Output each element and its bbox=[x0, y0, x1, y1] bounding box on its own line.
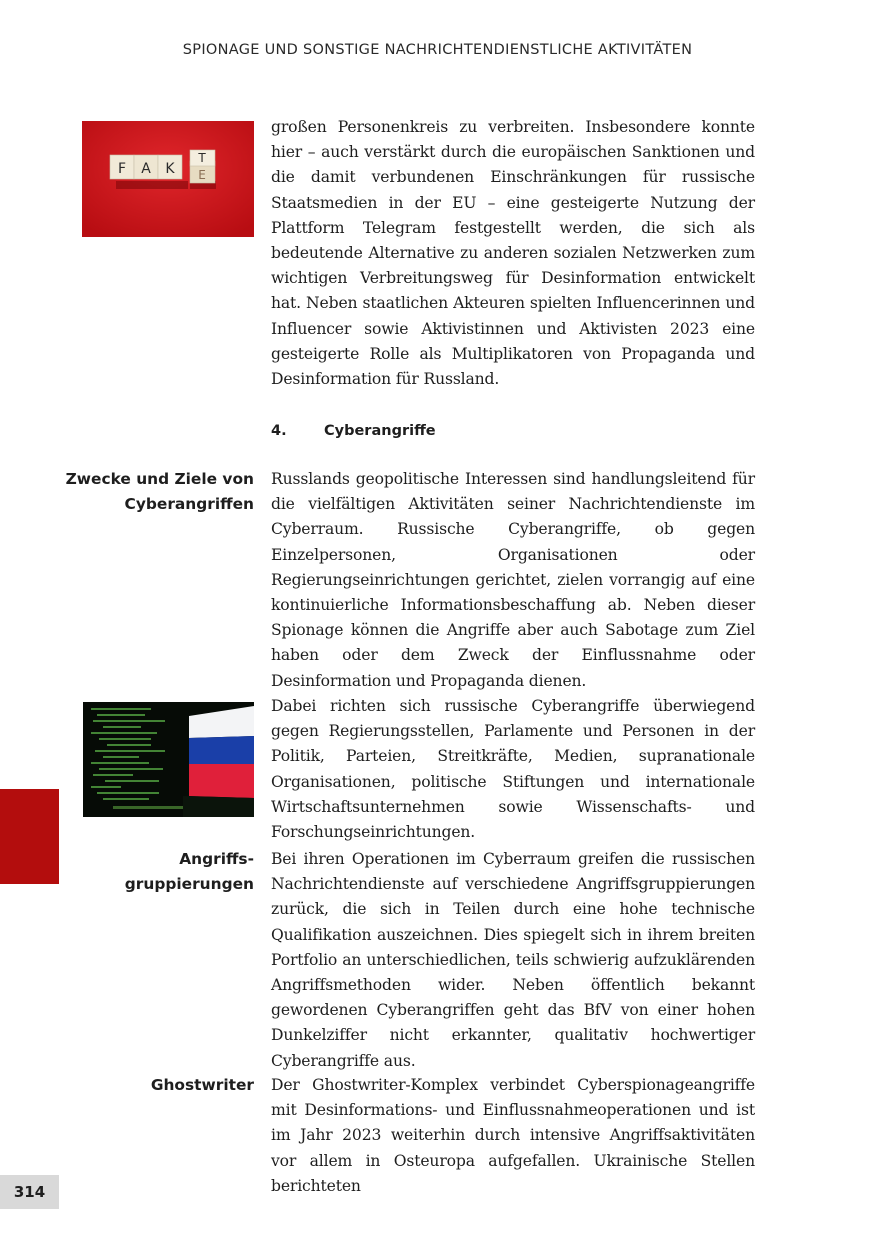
tile-letter-a: A bbox=[141, 161, 151, 177]
side-label-angriffs-line2: gruppierungen bbox=[124, 875, 254, 894]
paragraph-gruppierungen: Bei ihren Operationen im Cyberraum greifen die russischen Nachrichtendienste auf verschiedene Angriffsgruppierungen zurück, die sich in Teilen durch eine hohe technische Qualifikation auszeichnen. Dies spiegelt sich in ihrem breiten Portfolio an unterschiedlichen, teils schwierig aufzuklärenden Angriffsmethoden wider. Neben öffentlich bekannt gewordenen Cyberangriffen geht das BfV von einer hohen Dunkelziffer nicht erkannter, qualitativ hochwertiger Cyberangriffe aus. bbox=[271, 850, 755, 1070]
section-heading bbox=[271, 420, 436, 442]
page-number: 314 bbox=[0, 1175, 59, 1209]
chapter-tab-marker bbox=[0, 789, 59, 884]
running-header: SPIONAGE UND SONSTIGE NACHRICHTENDIENSTLICHE AKTIVITÄTEN bbox=[182, 42, 693, 58]
tile-letter-e: E bbox=[198, 168, 206, 182]
cyber-code-image bbox=[83, 702, 254, 817]
tile-letter-k: K bbox=[165, 161, 175, 177]
side-label-angriffs-line1: Angriffs- bbox=[179, 850, 254, 868]
paragraph-zwecke: Russlands geopolitische Interessen sind handlungsleitend für die vielfältigen Aktivitäten seiner Nachrichtendienste im Cyberraum. Russische Cyberangriffe, ob gegen Einzelpersonen, Organisationen oder Regierungseinrichtungen gerichtet, zielen vorrangig auf eine kontinuierliche Informationsbeschaffung ab. Neben dieser Spionage können die Angriffe aber auch Sabotage zum Ziel haben oder dem Zweck der Einflussnahme oder Desinformation und Propaganda dienen. bbox=[271, 470, 755, 690]
paragraph-ziele: Dabei richten sich russische Cyberangriffe überwiegend gegen Regierungsstellen, Parlamente und Personen in der Politik, Parteien, Streitkräfte, Medien, supranationale Organisationen, politische Stiftungen und internationale Wirtschaftsunternehmen sowie Wissenschafts- und Forschungseinrichtungen. bbox=[271, 697, 755, 842]
side-label-zwecke bbox=[54, 467, 254, 517]
tile-letter-f: F bbox=[117, 161, 127, 177]
side-label-ghostwriter: Ghostwriter bbox=[150, 1076, 254, 1094]
fake-tiles-image bbox=[82, 121, 254, 237]
side-label-angriffsgruppierungen bbox=[54, 847, 254, 897]
section-title: Cyberangriffe bbox=[324, 423, 436, 439]
paragraph-ghostwriter: Der Ghostwriter-Komplex verbindet Cyberspionageangriffe mit Desinformations- und Einflussnahmeoperationen und ist im Jahr 2023 weiterhin durch intensive Angriffsaktivitäten vor allem in Osteuropa aufgefallen. Ukrainische Stellen berichteten bbox=[271, 1076, 755, 1195]
side-label-zwecke-line1: Zwecke und Ziele von bbox=[65, 470, 254, 488]
tile-letter-t: T bbox=[198, 151, 206, 165]
paragraph-intro: großen Personenkreis zu verbreiten. Insbesondere konnte hier – auch verstärkt durch die europäischen Sanktionen und die damit verbundenen Einschränkungen für russische Staatsmedien in der EU – eine gesteigerte Nutzung der Plattform Telegram festgestellt werden, die sich als bedeutende Alternative zu anderen sozialen Netzwerken zum wichtigen Verbreitungsweg für Desinformation entwickelt hat. Neben staatlichen Akteuren spielten Influencerinnen und Influencer sowie Aktivistinnen und Aktivisten 2023 eine gesteigerte Rolle als Multiplikatoren von Propaganda und Desinformation für Russland. bbox=[271, 118, 755, 389]
side-label-zwecke-line2: Cyberangriffen bbox=[124, 495, 254, 514]
section-number: 4. bbox=[271, 423, 287, 439]
